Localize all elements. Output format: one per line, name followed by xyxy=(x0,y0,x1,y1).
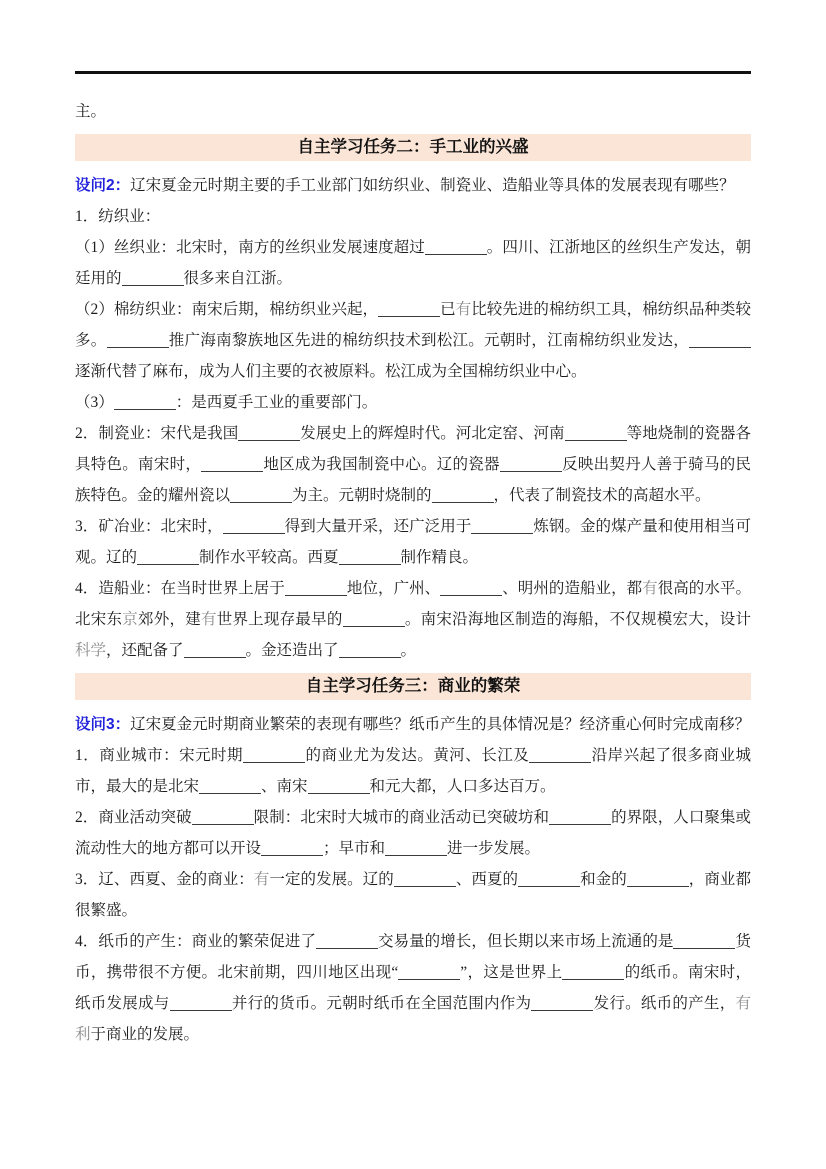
fill-in-blank xyxy=(238,438,300,441)
question-text: 辽宋夏金元时期主要的手工业部门如纺织业、制瓷业、造船业等具体的发展表现有哪些？ xyxy=(130,177,735,194)
question-line xyxy=(75,170,751,201)
paragraph: 4．纸币的产生：商业的繁荣促进了 交易量的增长，但长期以来市场上流通的是 货币，携带很不方便。北宋前期，四川地区出现“ ”，这是世界上 的纸币。南宋时，纸币发展成与 并行的货币。元朝时纸币在全国范围内作为 发行。纸币的产生，有利于商业的发展。 xyxy=(75,933,751,1043)
question-text: 辽宋夏金元时期商业繁荣的表现有哪些？纸币产生的具体情况是？经济重心何时完成南移？ xyxy=(130,716,751,733)
fill-in-blank xyxy=(565,438,627,441)
fill-in-blank xyxy=(192,822,254,825)
fill-in-blank xyxy=(339,562,401,565)
section-commerce xyxy=(75,673,751,1050)
fill-in-blank xyxy=(518,884,580,887)
fill-in-blank xyxy=(184,655,246,658)
section-paragraphs xyxy=(75,740,751,1050)
fill-in-blank xyxy=(230,500,292,503)
carryover-text: 主。 xyxy=(75,103,107,120)
inline-text: 有 xyxy=(455,301,472,318)
fill-in-blank xyxy=(285,593,347,596)
fill-in-blank xyxy=(316,946,378,949)
question-label: 设问2： xyxy=(75,177,131,194)
inline-text: 京 xyxy=(122,611,138,628)
paragraph: （1）丝织业：北宋时，南方的丝织业发展速度超过 。四川、江浙地区的丝织生产发达，朝廷用的 很多来自江浙。 xyxy=(75,239,751,287)
paragraph: 1．商业城市：宋元时期 的商业尤为发达。黄河、长江及 沿岸兴起了很多商业城市，最大的是北宋 、南宋 和元大都，人口多达百万。 xyxy=(75,747,751,795)
fill-in-blank xyxy=(170,1008,232,1011)
fill-in-blank xyxy=(201,469,263,472)
fill-in-blank xyxy=(562,977,624,980)
fill-in-blank xyxy=(378,314,440,317)
paragraph: 2．制瓷业：宋代是我国 发展史上的辉煌时代。河北定窑、河南 等地烧制的瓷器各具特色。南宋时， 地区成为我国制瓷中心。辽的瓷器 反映出契丹人善于骑马的民族特色。金的耀州瓷以 为主。元朝时烧制的 ，代表了制瓷技术的高超水平。 xyxy=(75,425,751,504)
fill-in-blank xyxy=(425,252,487,255)
fill-in-blank xyxy=(398,977,460,980)
fill-in-blank xyxy=(137,562,199,565)
fill-in-blank xyxy=(500,469,562,472)
fill-in-blank xyxy=(627,884,689,887)
fill-in-blank xyxy=(223,531,285,534)
inline-text: 有 xyxy=(253,871,270,888)
paragraph: （2）棉纺织业：南宋后期，棉纺织业兴起， 已有比较先进的棉纺织工具，棉纺织品种类较多。 推广海南黎族地区先进的棉纺织技术到松江。元朝时，江南棉纺织业发达，逐渐代替了麻布，成为人们主要的衣被原料。松江成为全国棉纺织业中心。 xyxy=(75,301,751,380)
fill-in-blank xyxy=(114,407,176,410)
fill-in-blank xyxy=(432,500,494,503)
inline-text: 有 xyxy=(200,611,217,628)
fill-in-blank xyxy=(199,791,261,794)
question-label: 设问3： xyxy=(75,716,131,733)
fill-in-blank xyxy=(385,853,447,856)
fill-in-blank xyxy=(308,791,370,794)
paragraph: 2．商业活动突破 限制：北宋时大城市的商业活动已突破坊和 的界限，人口聚集或流动性大的地方都可以开设 ；早市和 进一步发展。 xyxy=(75,809,751,857)
fill-in-blank xyxy=(107,345,169,348)
paragraph: 4．造船业：在当时世界上居于 地位，广州、 、明州的造船业，都有很高的水平。北宋东京郊外，建有世界上现存最早的 。南宋沿海地区制造的海船，不仅规模宏大，设计科学，还配备了 。金还造出了 。 xyxy=(75,580,751,659)
section-handicraft-industry xyxy=(75,134,751,666)
fill-in-blank xyxy=(673,946,735,949)
fill-in-blank xyxy=(339,655,401,658)
fill-in-blank xyxy=(261,853,323,856)
paragraph: 1．纺织业： xyxy=(75,208,161,225)
fill-in-blank xyxy=(243,760,305,763)
section-paragraphs xyxy=(75,201,751,666)
inline-text: 有利 xyxy=(75,995,751,1043)
fill-in-blank xyxy=(343,624,405,627)
fill-in-blank xyxy=(394,884,456,887)
fill-in-blank xyxy=(689,345,751,348)
fill-in-blank xyxy=(471,531,533,534)
paragraph: 3．矿冶业：北宋时， 得到大量开采，还广泛用于 炼钢。金的煤产量和使用相当可观。辽的 制作水平较高。西夏 制作精良。 xyxy=(75,518,751,566)
page-top-rule xyxy=(75,71,751,74)
section-banner-commerce: 自主学习任务三：商业的繁荣 xyxy=(75,673,751,700)
question-line xyxy=(75,709,751,740)
inline-text: 科学 xyxy=(75,642,107,659)
fill-in-blank xyxy=(440,593,502,596)
fill-in-blank xyxy=(549,822,611,825)
paragraph: （3） ：是西夏手工业的重要部门。 xyxy=(75,394,378,411)
section-banner-handicraft: 自主学习任务二：手工业的兴盛 xyxy=(75,134,751,161)
paragraph: 3．辽、西夏、金的商业：有一定的发展。辽的 、西夏的 和金的 ，商业都很繁盛。 xyxy=(75,871,751,919)
inline-text: 有 xyxy=(642,580,658,597)
fill-in-blank xyxy=(122,283,184,286)
fill-in-blank xyxy=(531,1008,593,1011)
fill-in-blank xyxy=(529,760,591,763)
